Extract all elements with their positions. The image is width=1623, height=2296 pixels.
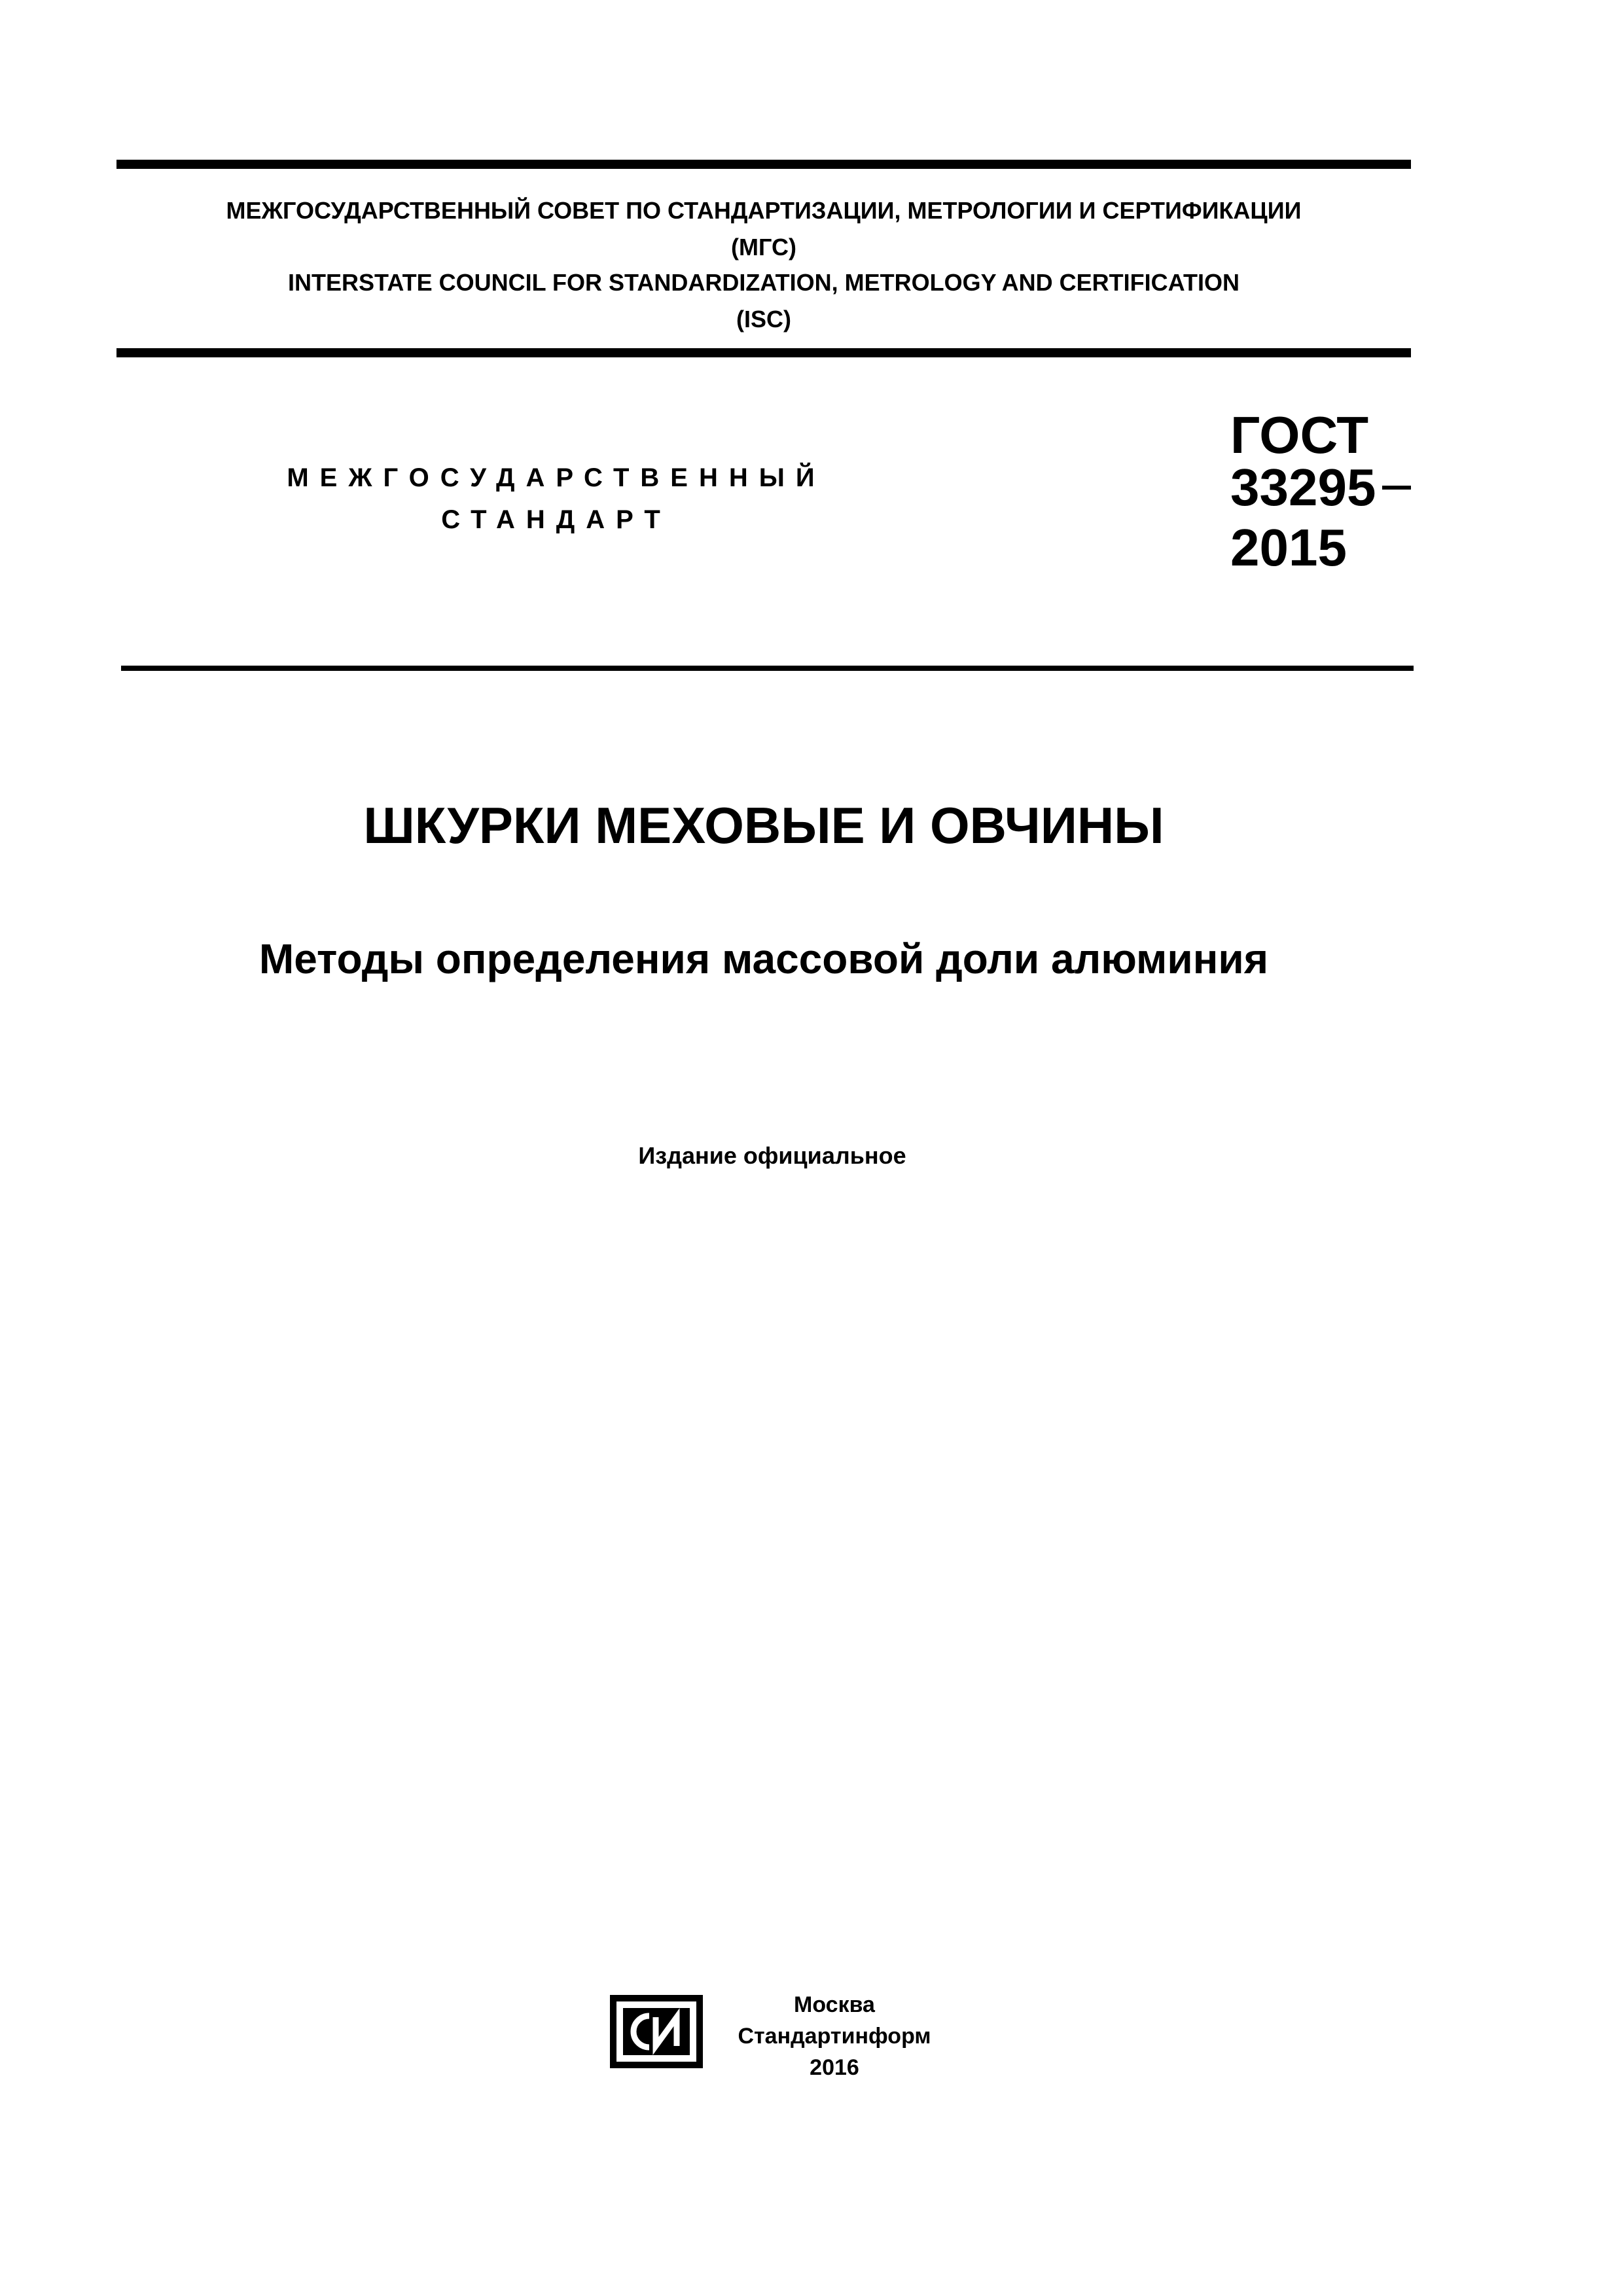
standard-type-line-1: МЕЖГОСУДАРСТВЕННЫЙ <box>287 463 826 492</box>
standard-type-line-2: СТАНДАРТ <box>441 505 671 534</box>
title-separator-rule <box>121 666 1414 671</box>
council-abbr-ru: (МГС) <box>731 234 796 260</box>
header-bottom-rule <box>116 348 1411 357</box>
publisher-name: Стандартинформ <box>738 2024 931 2049</box>
document-subtitle: Методы определения массовой доли алюминия <box>259 935 1269 982</box>
gost-year: 2015 <box>1230 518 1347 577</box>
publication-year: 2016 <box>810 2055 859 2080</box>
council-name-en: INTERSTATE COUNCIL FOR STANDARDIZATION, METROLOGY AND CERTIFICATION <box>288 269 1240 296</box>
council-name-ru: МЕЖГОСУДАРСТВЕННЫЙ СОВЕТ ПО СТАНДАРТИЗАЦИИ, МЕТРОЛОГИИ И СЕРТИФИКАЦИИ <box>226 197 1302 224</box>
standartinform-logo-icon <box>609 1994 704 2070</box>
publisher-city: Москва <box>794 1992 875 2017</box>
gost-dash <box>1382 486 1411 490</box>
gost-label: ГОСТ <box>1230 406 1369 464</box>
top-rule <box>116 160 1411 169</box>
council-abbr-en: (ISC) <box>736 306 791 332</box>
document-title: ШКУРКИ МЕХОВЫЕ И ОВЧИНЫ <box>363 797 1164 854</box>
edition-note: Издание официальное <box>638 1142 906 1169</box>
gost-number: 33295 <box>1230 458 1376 516</box>
